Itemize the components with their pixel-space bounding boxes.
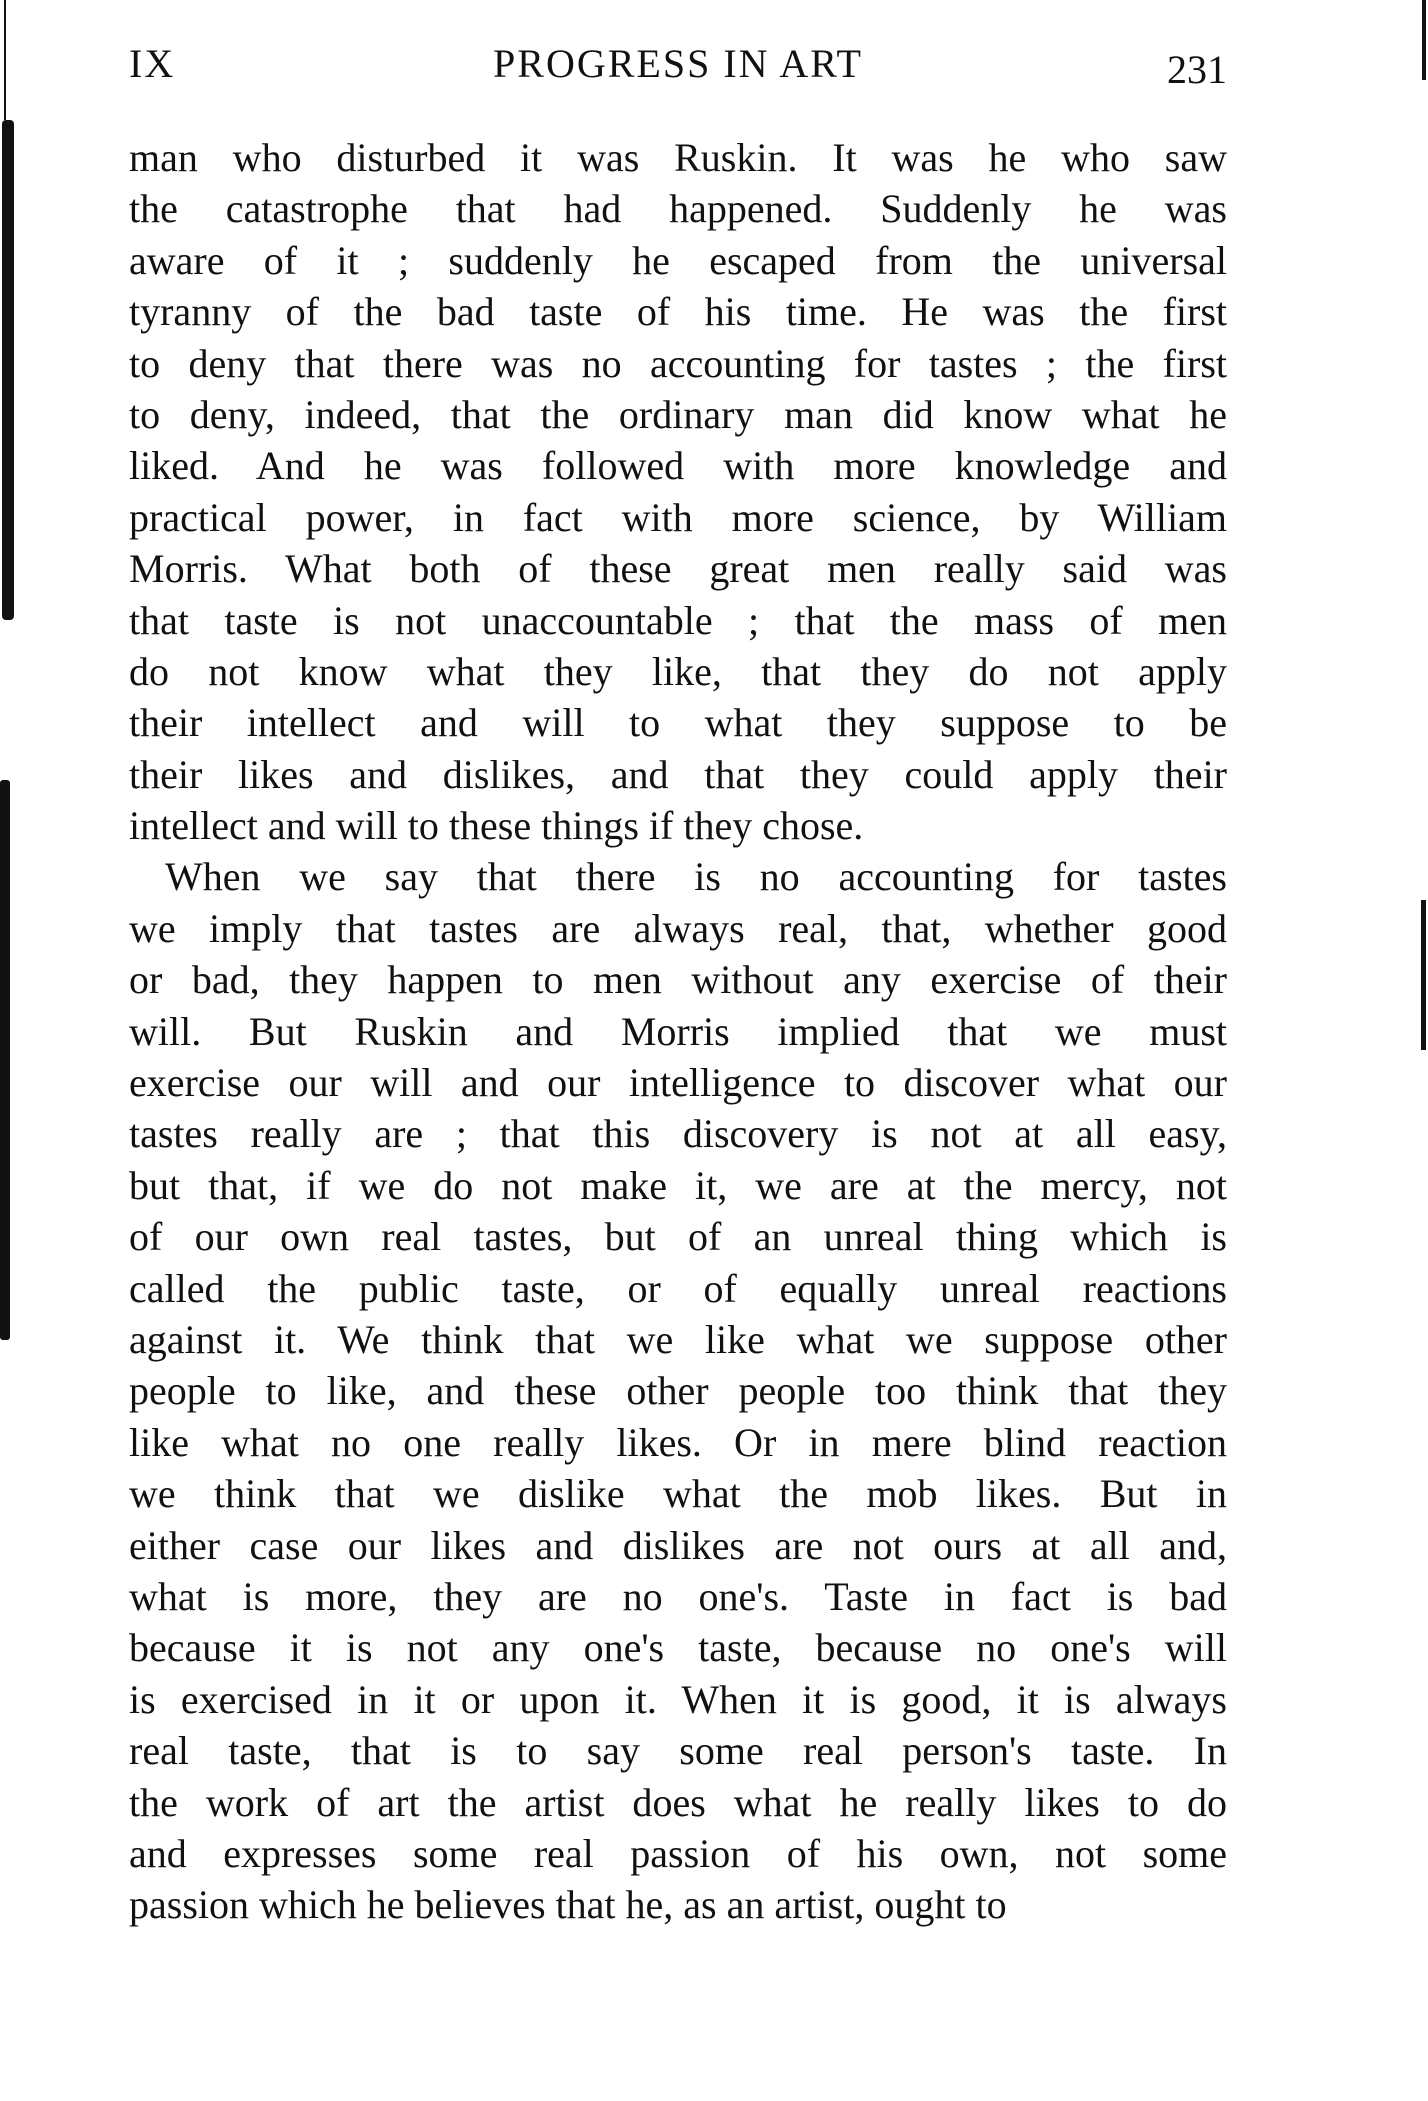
text-line: what is more, they are no one's. Taste in fact is bad — [129, 1573, 1227, 1619]
text-line: to deny, indeed, that the ordinary man did know what he — [129, 391, 1227, 437]
text-line: we think that we dislike what the mob likes. But in — [129, 1471, 1227, 1517]
body-text — [129, 132, 1227, 1931]
text-line: of our own real tastes, but of an unreal thing which is — [129, 1214, 1227, 1260]
paragraph — [129, 851, 1227, 1930]
scan-edge-shadow — [1421, 900, 1426, 1050]
text-line: either case our likes and dislikes are not ours at all and, — [129, 1522, 1227, 1568]
text-line: that taste is not unaccountable ; that the mass of men — [129, 597, 1227, 643]
text-line: to deny that there was no accounting for tastes ; the first — [129, 340, 1227, 386]
text-line: When we say that there is no accounting for tastes — [165, 854, 1227, 900]
text-line: intellect and will to these things if they chose. — [129, 803, 864, 849]
page-number: 231 — [1167, 47, 1227, 92]
scan-edge-shadow — [0, 780, 10, 1340]
text-line: called the public taste, or of equally unreal reactions — [129, 1265, 1227, 1311]
text-line: exercise our will and our intelligence to discover what our — [129, 1060, 1227, 1106]
text-line: tastes really are ; that this discovery is not at all easy, — [129, 1111, 1227, 1157]
text-line: liked. And he was followed with more knowledge and — [129, 443, 1227, 489]
text-line: or bad, they happen to men without any exercise of their — [129, 957, 1227, 1003]
text-line: man who disturbed it was Ruskin. It was he who saw — [129, 135, 1227, 180]
scan-edge-shadow — [4, 0, 6, 120]
chapter-number: IX — [129, 41, 176, 86]
text-line: but that, if we do not make it, we are at the mercy, not — [129, 1162, 1227, 1208]
text-line: practical power, in fact with more science, by William — [129, 494, 1227, 540]
text-line: we imply that tastes are always real, that, whether good — [129, 905, 1227, 951]
paragraph — [129, 132, 1227, 851]
text-line: against it. We think that we like what we suppose other — [129, 1316, 1227, 1362]
text-line: tyranny of the bad taste of his time. He was the first — [129, 289, 1227, 335]
scan-edge-shadow — [1422, 0, 1426, 80]
text-line: people to like, and these other people too think that they — [129, 1368, 1227, 1414]
text-line: Morris. What both of these great men really said was — [129, 546, 1227, 592]
text-line: passion which he believes that he, as an artist, ought to — [129, 1882, 1007, 1928]
text-line: their intellect and will to what they suppose to be — [129, 700, 1227, 746]
text-line: will. But Ruskin and Morris implied that we must — [129, 1008, 1227, 1054]
text-line: and expresses some real passion of his own, not some — [129, 1830, 1227, 1876]
running-title: PROGRESS IN ART — [493, 41, 863, 86]
text-line: the work of art the artist does what he really likes to do — [129, 1779, 1227, 1825]
scan-edge-shadow — [2, 120, 14, 620]
text-line: aware of it ; suddenly he escaped from the universal — [129, 237, 1227, 283]
text-line: like what no one really likes. Or in mere blind reaction — [129, 1419, 1227, 1465]
running-head — [129, 40, 1227, 90]
text-line: their likes and dislikes, and that they could apply their — [129, 751, 1227, 797]
text-line: real taste, that is to say some real person's taste. In — [129, 1728, 1227, 1774]
text-line: is exercised in it or upon it. When it is good, it is always — [129, 1676, 1227, 1722]
text-line: because it is not any one's taste, because no one's will — [129, 1625, 1227, 1671]
text-line: the catastrophe that had happened. Suddenly he was — [129, 186, 1227, 232]
text-line: do not know what they like, that they do not apply — [129, 648, 1227, 694]
